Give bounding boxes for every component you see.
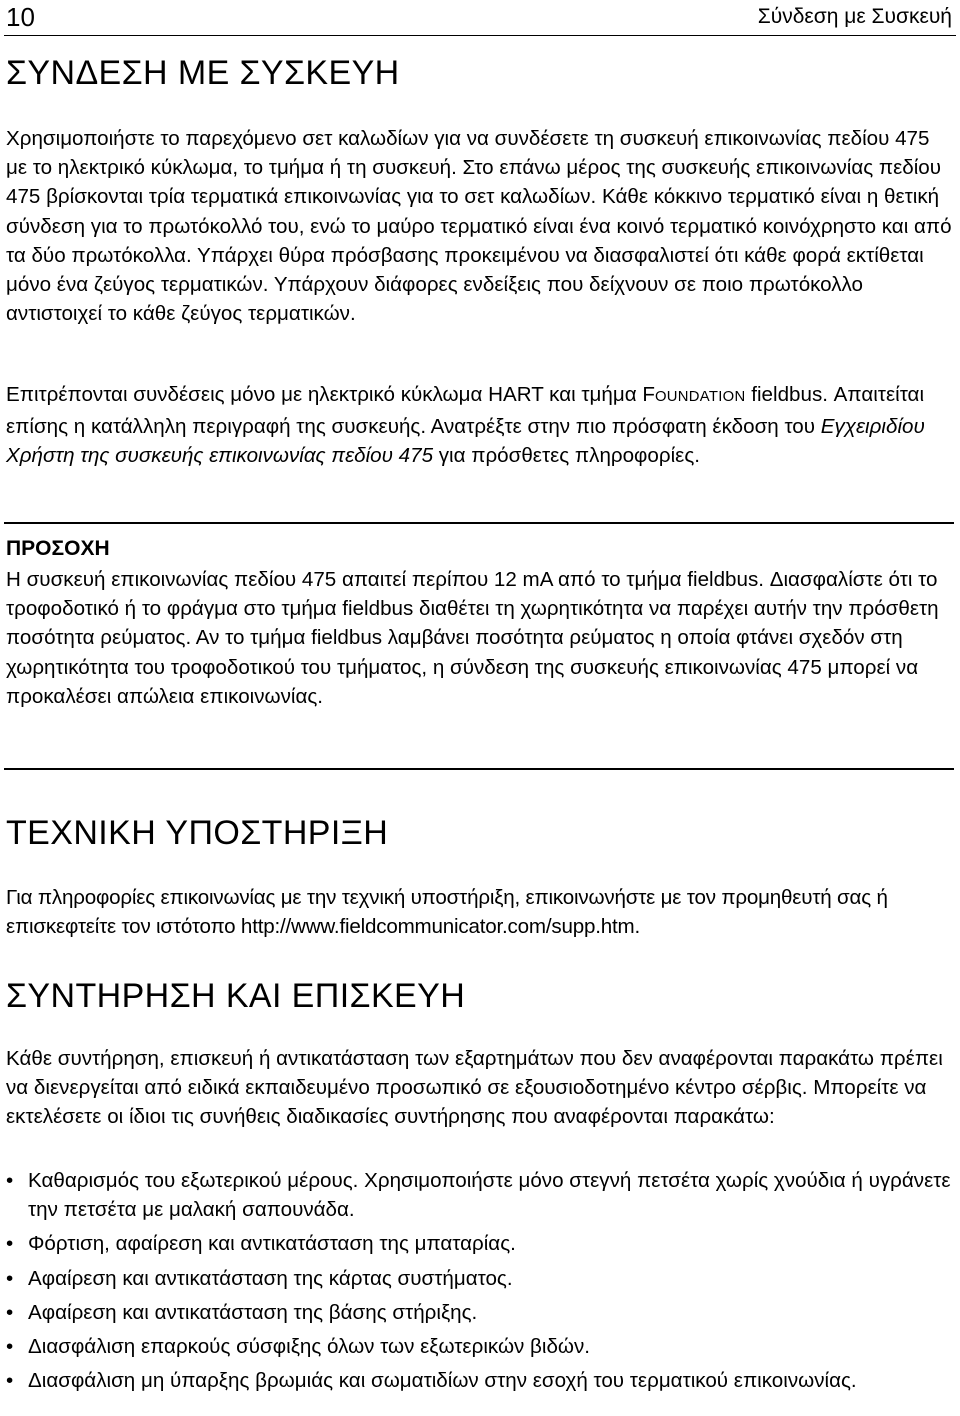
- bullet-icon: •: [6, 1232, 14, 1256]
- bullet-icon: •: [6, 1169, 14, 1192]
- list-item: [6, 1229, 956, 1258]
- list-item: [6, 1264, 956, 1293]
- page-header: [6, 0, 954, 36]
- list-item-text: Καθαρισμός του εξωτερικού μέρους. Χρησιμοποιήστε μόνο στεγνή πετσέτα χωρίς χνούδια ή υγράνετε την πετσέτα με μαλακή σαπουνάδα.: [28, 1169, 951, 1222]
- list-item: [6, 1166, 956, 1224]
- list-item: [6, 1366, 956, 1395]
- header-rule: [4, 35, 956, 36]
- text-run: fieldbus. Απαιτείται επίσης η κατάλληλη περιγραφή της συσκευής. Ανατρέξτε στην πιο πρόσφατη έκδοση του: [6, 383, 925, 439]
- list-item: [6, 1298, 956, 1327]
- connection-note-paragraph: [6, 380, 956, 471]
- text-run: Επιτρέπονται συνδέσεις μόνο με ηλεκτρικό κύκλωμα HART και τμήμα F: [6, 383, 655, 406]
- section-heading-support: ΤΕΧΝΙΚΗ ΥΠΟΣΤΗΡΙΞΗ: [6, 814, 389, 852]
- list-item-text: Φόρτιση, αφαίρεση και αντικατάσταση της μπαταρίας.: [28, 1232, 516, 1256]
- section-heading-connection: ΣΥΝΔΕΣΗ ΜΕ ΣΥΣΚΕΥΗ: [6, 54, 400, 92]
- bullet-icon: •: [6, 1266, 14, 1290]
- running-title: Σύνδεση με Συσκευή: [757, 5, 952, 28]
- manual-title: Εγχειριδίου Χρήστη της συσκευής επικοινωνίας πεδίου 475: [6, 415, 925, 468]
- small-caps-run: OUNDATION: [654, 389, 746, 405]
- connection-paragraph: Χρησιμοποιήστε το παρεχόμενο σετ καλωδίων για να συνδέσετε τη συσκευή επικοινωνίας πεδίου 475 με το ηλεκτρικό κύκλωμα, το τμήμα ή τη συσκευή. Στο επάνω μέρος της συσκευής επικοινωνίας πεδίου 475 βρίσκονται τρία τερματικά επικοινωνίας για το σετ καλωδίων. Κάθε κόκκινο τερματικό είναι η θετική σύνδεση για το πρωτόκολλό του, ενώ το μαύρο τερματικό είναι ένα κοινό τερματικό κοινόχρηστο και από τα δύο πρωτόκολλα. Υπάρχει θύρα πρόσβασης προκειμένου να διασφαλιστεί ότι κάθε φορά εκτίθεται μόνο ένα ζεύγος τερματικών. Υπάρχουν διάφορες ενδείξεις που δείχνουν σε ποιο πρωτόκολλο αντιστοιχεί το κάθε ζεύγος τερματικών.: [6, 127, 952, 326]
- list-item-text: Αφαίρεση και αντικατάσταση της κάρτας συστήματος.: [28, 1266, 513, 1290]
- page-number: 10: [6, 2, 35, 32]
- maintenance-list: [6, 1166, 956, 1400]
- section-heading-maintenance: ΣΥΝΤΗΡΗΣΗ ΚΑΙ ΕΠΙΣΚΕΥΗ: [6, 977, 466, 1015]
- bullet-icon: •: [6, 1300, 14, 1324]
- caution-title: ΠΡΟΣΟΧΗ: [6, 537, 110, 560]
- list-item-text: Διασφάλιση μη ύπαρξης βρωμιάς και σωματιδίων στην εσοχή του τερματικού επικοινωνίας.: [28, 1369, 857, 1393]
- list-item-text: Αφαίρεση και αντικατάσταση της βάσης στήριξης.: [28, 1300, 478, 1324]
- caution-bottom-rule: [4, 768, 954, 770]
- bullet-icon: •: [6, 1335, 14, 1359]
- bullet-icon: •: [6, 1369, 14, 1393]
- caution-text: Η συσκευή επικοινωνίας πεδίου 475 απαιτεί περίπου 12 mA από το τμήμα fieldbus. Διασφαλίστε ότι το τροφοδοτικό ή το φράγμα στο τμήμα fieldbus διαθέτει τη χωρητικότητα να παρέχει αυτήν την πρόσθετη ποσότητα ρεύματος. Αν το τμήμα fieldbus λαμβάνει ποσότητα ρεύματος η οποία φτάνει σχεδόν στη χωρητικότητα του τροφοδοτικού του τμήματος, η σύνδεση της συσκευής επικοινωνίας 475 μπορεί να προκαλέσει απώλεια επικοινωνίας.: [6, 568, 939, 708]
- maintenance-intro: Κάθε συντήρηση, επισκευή ή αντικατάσταση των εξαρτημάτων που δεν αναφέρονται παρακάτω πρέπει να διενεργείται από ειδικά εκπαιδευμένο προσωπικό σε εξουσιοδοτημένο κέντρο σέρβις. Μπορείτε να εκτελέσετε οι ίδιοι τις συνήθεις διαδικασίες συντήρησης που αναφέρονται παρακάτω:: [6, 1047, 943, 1129]
- caution-top-rule: [4, 522, 954, 524]
- list-item: [6, 1332, 956, 1361]
- text-run: για πρόσθετες πληροφορίες.: [433, 444, 700, 468]
- support-paragraph: Για πληροφορίες επικοινωνίας με την τεχνική υποστήριξη, επικοινωνήστε με τον προμηθευτή σας ή επισκεφτείτε τον ιστότοπο http://www.fieldcommunicator.com/supp.htm.: [6, 886, 888, 939]
- list-item-text: Διασφάλιση επαρκούς σύσφιξης όλων των εξωτερικών βιδών.: [28, 1335, 591, 1359]
